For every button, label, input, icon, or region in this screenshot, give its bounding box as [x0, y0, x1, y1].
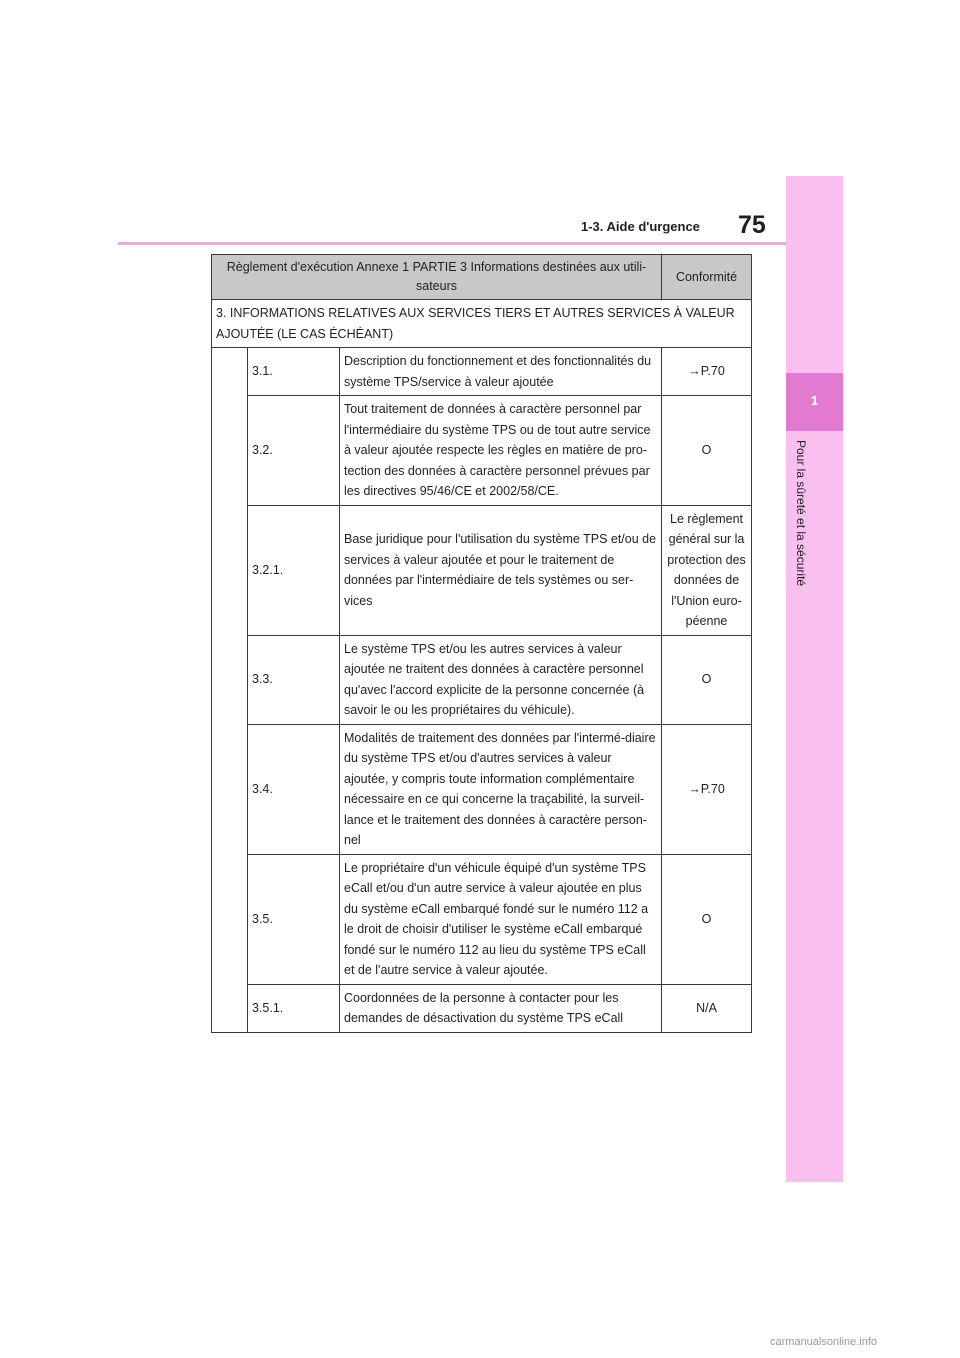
row-conformity: Le règlement général sur la protection des données de l'Union euro-péenne: [662, 505, 752, 635]
row-conformity: →P.70: [662, 724, 752, 854]
row-number: 3.2.: [248, 396, 340, 506]
table-row: [212, 396, 752, 506]
row-number: 3.3.: [248, 635, 340, 724]
header-regulation: Règlement d'exécution Annexe 1 PARTIE 3 Informations destinées aux utili-sateurs: [212, 255, 662, 300]
table-section-row: [212, 300, 752, 348]
table-row: [212, 505, 752, 635]
row-description: Base juridique pour l'utilisation du système TPS et/ou de services à valeur ajoutée et pour le traitement de données par l'intermédiaire de tels systèmes ou ser-vices: [340, 505, 662, 635]
row-conformity: N/A: [662, 984, 752, 1032]
row-description: Le propriétaire d'un véhicule équipé d'un système TPS eCall et/ou d'un autre service à valeur ajoutée en plus du système eCall embarqué fondé sur le numéro 112 a le droit de choisir d'utiliser le système eCall embarqué fondé sur le numéro 112 au lieu du système TPS eCall et de l'autre service à valeur ajoutée.: [340, 854, 662, 984]
row-number: 3.2.1.: [248, 505, 340, 635]
row-conformity: →P.70: [662, 348, 752, 396]
table-row: [212, 348, 752, 396]
side-tab-chapter-number: 1: [810, 393, 819, 408]
compliance-table: [211, 254, 752, 1033]
table-row: [212, 984, 752, 1032]
row-number: 3.5.: [248, 854, 340, 984]
indent-cell: [212, 348, 248, 1033]
table-header-row: [212, 255, 752, 300]
row-conformity: O: [662, 396, 752, 506]
header-conformity: Conformité: [662, 255, 752, 300]
row-number: 3.4.: [248, 724, 340, 854]
table-row: [212, 854, 752, 984]
row-conformity: O: [662, 635, 752, 724]
side-tab-chapter-label: Pour la sûreté et la sécurité: [794, 440, 808, 587]
row-description: Description du fonctionnement et des fonctionnalités du système TPS/service à valeur ajoutée: [340, 348, 662, 396]
section-title: 1-3. Aide d'urgence: [581, 219, 700, 234]
table-row: [212, 635, 752, 724]
row-number: 3.1.: [248, 348, 340, 396]
section-heading: 3. INFORMATIONS RELATIVES AUX SERVICES TIERS ET AUTRES SERVICES À VALEUR AJOUTÉE (LE CAS ÉCHÉANT): [212, 300, 752, 348]
page-number: 75: [738, 211, 766, 239]
table-row: [212, 724, 752, 854]
header-rule: [118, 242, 786, 245]
row-description: Modalités de traitement des données par l'intermé-diaire du système TPS et/ou d'autres services à valeur ajoutée, y compris toute information complémentaire nécessaire en ce qui concerne la traçabilité, la surveil-lance et le traitement des données à caractère person-nel: [340, 724, 662, 854]
row-conformity: O: [662, 854, 752, 984]
side-tab: [786, 176, 843, 1182]
watermark: carmanualsonline.info: [770, 1336, 878, 1348]
row-description: Coordonnées de la personne à contacter pour les demandes de désactivation du système TPS eCall: [340, 984, 662, 1032]
row-number: 3.5.1.: [248, 984, 340, 1032]
row-description: Tout traitement de données à caractère personnel par l'intermédiaire du système TPS ou de tout autre service à valeur ajoutée respecte les règles en matière de pro-tection des données à caractère personnel prévues par les directives 95/46/CE et 2002/58/CE.: [340, 396, 662, 506]
row-description: Le système TPS et/ou les autres services à valeur ajoutée ne traitent des données à caractère personnel qu'avec l'accord explicite de la personne concernée (à savoir le ou les propriétaires du véhicule).: [340, 635, 662, 724]
